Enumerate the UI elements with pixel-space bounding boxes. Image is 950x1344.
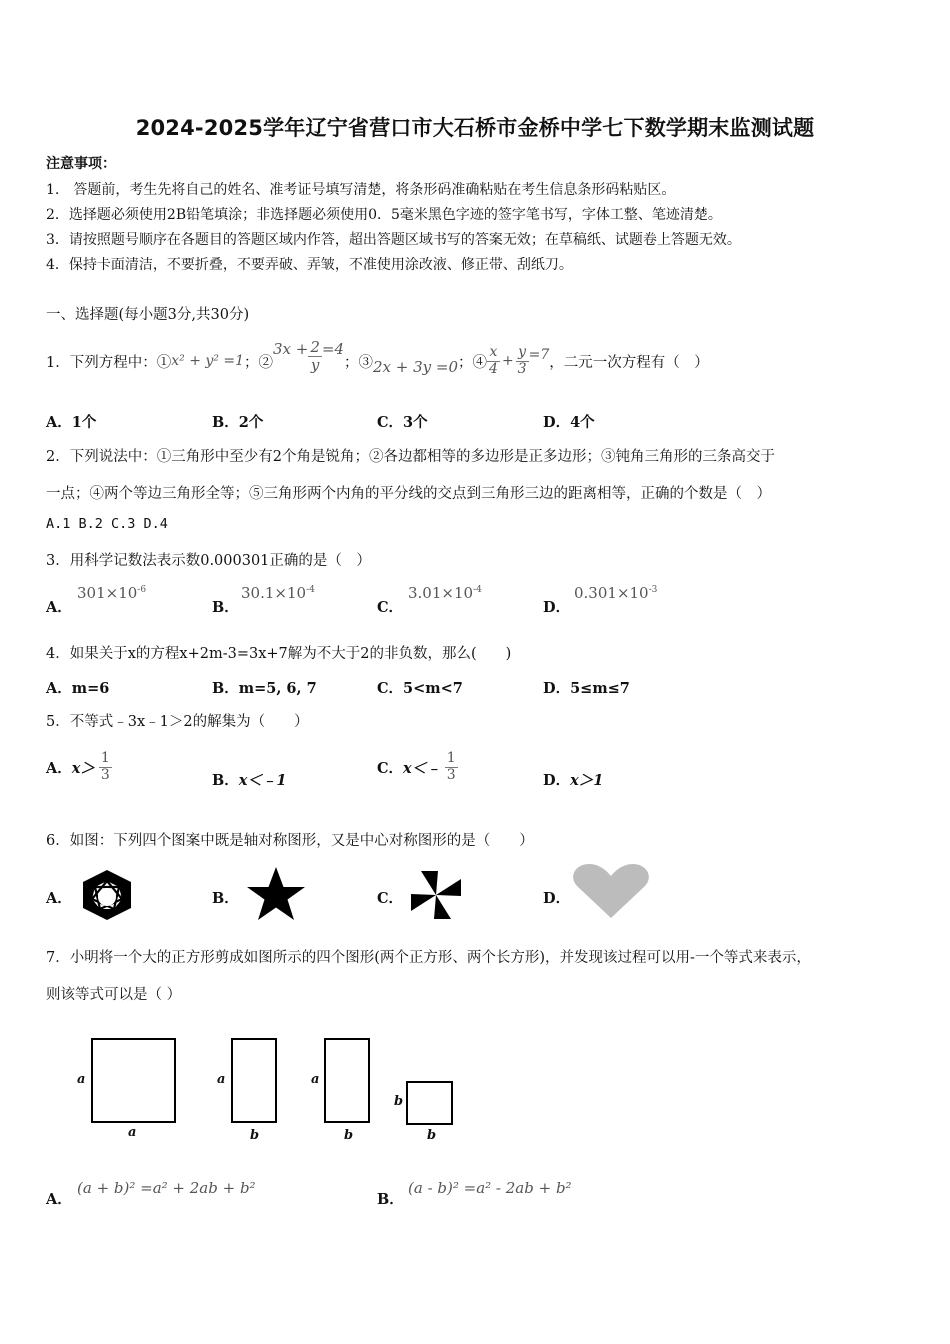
- q4-option-a: A．m=6: [46, 680, 110, 697]
- q5-c-label: C．: [377, 759, 404, 777]
- q5-d-label: D．: [543, 772, 571, 789]
- q6-figure-b: [245, 866, 307, 922]
- question-7-line1: 7．小明将一个大的正方形剪成如图所示的四个图形(两个正方形、两个长方形)，并发现该过程可以用-一个等式来表示，: [46, 950, 811, 966]
- blade-shape-1: [421, 871, 438, 895]
- q3-a-exp: -6: [137, 585, 147, 595]
- note-item-2: 2．选择题必须使用2B铅笔填涂；非选择题必须使用0．5毫米黑色字迹的签字笔书写，字体工整、笔迹清楚。: [46, 207, 722, 223]
- q5-a-frac: [99, 751, 112, 783]
- q5-option-a: [46, 745, 112, 789]
- q5-a-den: 3: [100, 766, 110, 783]
- rectangle-1: [231, 1038, 277, 1123]
- q3-option-a: [77, 584, 146, 602]
- q5-b-expr: x＜﹣1: [238, 772, 287, 789]
- q3-option-a-label: A．: [46, 599, 72, 616]
- q1-eq3: 2x + 3y =0: [373, 358, 459, 376]
- blade-shape-4: [411, 894, 436, 911]
- center-circle: [98, 888, 116, 906]
- square-a-bottom-label: a: [128, 1125, 137, 1140]
- q3-d-exp: -3: [648, 585, 658, 595]
- q6-option-d-label: D．: [543, 890, 571, 907]
- notes-heading: 注意事项：: [46, 156, 116, 172]
- rectangle-1-side-label: a: [217, 1072, 226, 1087]
- q1-option-a: A．1个: [46, 414, 97, 431]
- page-title: 2024-2025学年辽宁省营口市大石桥市金桥中学七下数学期末监测试题: [135, 116, 815, 140]
- q3-d-value: 0.301×10: [574, 584, 649, 602]
- q7-option-b-label: B．: [377, 1191, 404, 1208]
- q5-a-label: A．: [46, 759, 72, 777]
- question-2-line1: 2．下列说法中：①三角形中至少有2个角是锐角；②各边都相等的多边形是正多边形；③钝角三角形的三条高交于: [46, 449, 775, 465]
- q1-eq4-plus: +: [501, 353, 514, 369]
- q1-eq4-frac1: [487, 345, 500, 377]
- rectangle-1-bottom-label: b: [250, 1128, 260, 1143]
- square-a-side-label: a: [77, 1072, 86, 1087]
- q1-eq2-den: y: [310, 355, 320, 374]
- q1-sep2: ；③: [344, 354, 373, 371]
- q5-a-num: 1: [100, 750, 110, 767]
- q7-option-b: (a - b)² =a² - 2ab + b²: [408, 1179, 572, 1197]
- q3-option-c-label: C．: [377, 599, 404, 616]
- question-5: 5．不等式﹣3x﹣1＞2的解集为（ ）: [46, 714, 309, 730]
- q5-option-d: [543, 769, 603, 790]
- q5-b-label: B．: [212, 772, 239, 789]
- question-7-line2: 则该等式可以是（ ）: [46, 987, 182, 1003]
- q6-figure-d: [572, 862, 650, 920]
- q5-c-den: 3: [446, 766, 456, 783]
- q5-c-frac: [445, 751, 458, 783]
- note-item-1: 1. 答题前，考生先将自己的姓名、准考证号填写清楚，将条形码准确粘贴在考生信息条形码粘贴区。: [46, 182, 676, 198]
- q7-option-a-label: A．: [46, 1191, 72, 1208]
- q1-sep3: ；④: [458, 354, 488, 371]
- q1-sep1: ；②: [243, 354, 273, 371]
- q3-a-value: 301×10: [77, 584, 138, 602]
- q1-option-b: B．2个: [212, 414, 264, 431]
- q1-eq4-den1: 4: [489, 360, 498, 377]
- q5-c-num: 1: [446, 750, 456, 767]
- star-shape: [247, 867, 305, 920]
- q4-option-b: B．m=5, 6, 7: [212, 680, 317, 697]
- q2-options: A.1 B.2 C.3 D.4: [46, 516, 168, 532]
- q3-option-b-label: B．: [212, 599, 239, 616]
- q5-option-b: [212, 769, 287, 790]
- question-1: [46, 336, 709, 386]
- q3-c-value: 3.01×10: [408, 584, 474, 602]
- q1-eq4-den2: 3: [517, 360, 527, 377]
- q3-option-d-label: D．: [543, 599, 571, 616]
- question-6: 6．如图：下列四个图案中既是轴对称图形，又是中心对称图形的是（ ）: [46, 833, 534, 849]
- square-b-side-label: b: [394, 1094, 404, 1109]
- q1-option-c: C．3个: [377, 414, 428, 431]
- q5-d-expr: x＞1: [570, 772, 604, 789]
- square-a: [91, 1038, 176, 1123]
- q1-eq2-b: =4: [321, 340, 344, 358]
- note-item-4: 4．保持卡面清洁，不要折叠，不要弄破、弄皱，不准使用涂改液、修正带、刮纸刀。: [46, 257, 573, 273]
- rectangle-2-bottom-label: b: [344, 1128, 354, 1143]
- q1-eq2-a: 3x +: [272, 340, 309, 358]
- q1-suffix: ，二元一次方程有（ ）: [549, 354, 709, 371]
- heart-shape: [573, 864, 649, 918]
- question-2-line2: 一点；④两个等边三角形全等；⑤三角形两个内角的平分线的交点到三角形三边的距离相等，正确的个数是（ ）: [46, 486, 771, 502]
- q3-b-exp: -4: [306, 585, 315, 595]
- note-item-3: 3．请按照题号顺序在各题目的答题区域内作答，超出答题区域书写的答案无效；在草稿纸、试题卷上答题无效。: [46, 232, 741, 248]
- rectangle-2: [324, 1038, 370, 1123]
- square-b: [406, 1081, 453, 1125]
- q5-c-expr: x＜﹣: [403, 759, 441, 777]
- q3-option-d: [574, 584, 657, 602]
- q7-option-a: (a + b)² =a² + 2ab + b²: [77, 1179, 256, 1197]
- q1-prefix: 1．下列方程中：①: [46, 354, 172, 371]
- q1-eq4-num2: y: [516, 345, 529, 361]
- question-4: 4．如果关于x的方程x+2m-3=3x+7解为不大于2的非负数，那么( ): [46, 646, 512, 662]
- q1-eq4-b: =7: [528, 347, 550, 363]
- q1-option-d: D．4个: [543, 414, 595, 431]
- q3-b-value: 30.1×10: [241, 584, 307, 602]
- q1-eq2-num: 2: [310, 338, 320, 356]
- rectangle-2-side-label: a: [311, 1072, 320, 1087]
- q5-option-c: [377, 745, 458, 789]
- blade-shape-3: [434, 895, 451, 919]
- q4-option-d: D．5≤m≤7: [543, 680, 630, 697]
- q1-eq4-frac2: [516, 345, 529, 377]
- q6-option-b-label: B．: [212, 890, 239, 907]
- q6-option-c-label: C．: [377, 890, 404, 907]
- q3-option-c: [408, 584, 482, 602]
- q6-figure-a: [78, 869, 136, 921]
- q1-eq2-frac: [308, 339, 322, 373]
- blade-shape-2: [436, 879, 461, 896]
- q1-eq4-num1: x: [487, 345, 500, 361]
- q4-option-c: C．5<m<7: [377, 680, 463, 697]
- q6-option-a-label: A．: [46, 890, 72, 907]
- section-heading: 一、选择题(每小题3分,共30分): [46, 307, 250, 323]
- square-b-bottom-label: b: [427, 1128, 437, 1143]
- q5-a-expr: x＞: [71, 759, 95, 777]
- q3-c-exp: -4: [473, 585, 482, 595]
- q3-option-b: [241, 584, 315, 602]
- q6-figure-c: [408, 868, 464, 922]
- q1-eq1: x² + y² =1: [171, 353, 244, 369]
- question-3: 3．用科学记数法表示数0.000301正确的是（ ）: [46, 553, 371, 569]
